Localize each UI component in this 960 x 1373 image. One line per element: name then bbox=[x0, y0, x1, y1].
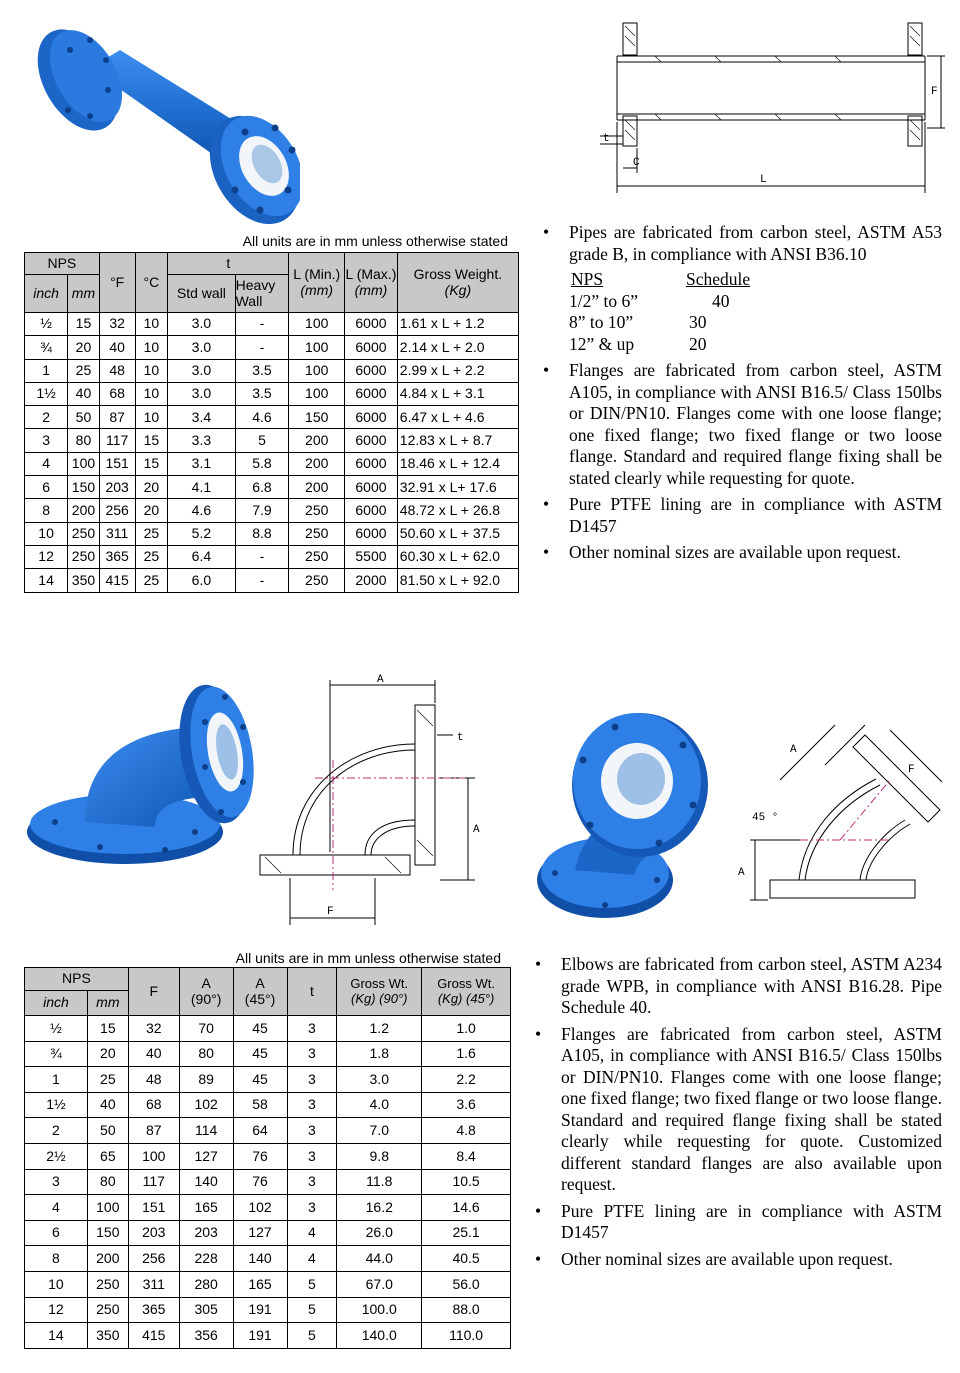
table-cell: 100 bbox=[289, 313, 345, 336]
pipe-label-t: t bbox=[603, 133, 610, 145]
table-cell: 165 bbox=[233, 1271, 287, 1297]
table-cell: 311 bbox=[99, 522, 135, 545]
table-cell: 12 bbox=[25, 545, 68, 568]
elbow-header-nps: NPS bbox=[25, 968, 129, 991]
pipe-bullet-material: • Pipes are fabricated from carbon steel, ASTM A53 grade B, in compliance with ANSI B36.10 NPS Schedule 1/2” to 6” 40 8” to 10” 30 12” & up 20 bbox=[541, 222, 942, 355]
table-cell: 7.9 bbox=[235, 499, 289, 522]
table-cell: 8 bbox=[25, 499, 68, 522]
table-row bbox=[25, 359, 519, 382]
table-cell: 100 bbox=[68, 452, 100, 475]
table-cell: 32 bbox=[99, 313, 135, 336]
table-cell: 40 bbox=[68, 382, 100, 405]
table-cell: 6.8 bbox=[235, 476, 289, 499]
table-cell: 16.2 bbox=[337, 1195, 422, 1221]
pipe-spec-table bbox=[24, 252, 519, 593]
table-cell: 4 bbox=[25, 452, 68, 475]
elbow90-label-t: t bbox=[457, 732, 464, 744]
table-cell: 250 bbox=[289, 545, 345, 568]
table-row bbox=[25, 476, 519, 499]
table-cell: 191 bbox=[233, 1297, 287, 1323]
table-cell: 8.4 bbox=[422, 1143, 511, 1169]
table-row bbox=[25, 406, 519, 429]
pipe-units-note: All units are in mm unless otherwise stated bbox=[242, 233, 508, 249]
table-cell: 10 bbox=[135, 406, 168, 429]
elbow90-label-a-top: A bbox=[377, 674, 384, 686]
table-cell: 3 bbox=[287, 1143, 337, 1169]
table-cell: 415 bbox=[128, 1323, 179, 1349]
table-cell: 20 bbox=[68, 336, 100, 359]
table-cell: 3.0 bbox=[168, 336, 235, 359]
table-cell: - bbox=[235, 313, 289, 336]
header-l-min: L (Min.) (mm) bbox=[289, 253, 345, 313]
schedule-table: NPS Schedule 1/2” to 6” 40 8” to 10” 30 12” & up 20 bbox=[569, 269, 751, 354]
header-gross-weight: Gross Weight. (Kg) bbox=[397, 253, 518, 313]
table-cell: 365 bbox=[99, 545, 135, 568]
table-cell: 203 bbox=[179, 1220, 233, 1246]
table-cell: 127 bbox=[179, 1143, 233, 1169]
table-cell: 40.5 bbox=[422, 1246, 511, 1272]
table-cell: ¾ bbox=[25, 1041, 88, 1067]
table-cell: 350 bbox=[87, 1323, 128, 1349]
elbow-45-drawing bbox=[730, 720, 945, 910]
table-cell: 65 bbox=[87, 1143, 128, 1169]
table-cell: 311 bbox=[128, 1271, 179, 1297]
table-cell: 5 bbox=[235, 429, 289, 452]
table-cell: 100 bbox=[289, 336, 345, 359]
table-row bbox=[25, 522, 519, 545]
elbow-units-note: All units are in mm unless otherwise stated bbox=[235, 950, 501, 966]
lined-pipe-illustration bbox=[30, 20, 300, 230]
table-cell: 44.0 bbox=[337, 1246, 422, 1272]
table-cell: 200 bbox=[289, 429, 345, 452]
table-cell: 250 bbox=[289, 569, 345, 592]
elbow90-label-f: F bbox=[327, 906, 334, 918]
elbow-header-gw45: Gross Wt. (Kg) (45°) bbox=[422, 968, 511, 1016]
table-cell: 45 bbox=[233, 1041, 287, 1067]
table-cell: 10 bbox=[25, 522, 68, 545]
table-cell: 2 bbox=[25, 406, 68, 429]
elbow-bullet-flanges: • Flanges are fabricated from carbon steel, ASTM A105, in compliance with ANSI B16.5/ Class 150lbs or DIN/PN10. Flanges come with one loose flange; one fixed flange; two fixed flange or two loose flange. Standard and required flange fixing shall be stated clearly while requesting for quote. Customized different standard flanges are also available upon request. bbox=[533, 1024, 942, 1196]
table-cell: 6000 bbox=[345, 452, 398, 475]
table-cell: 250 bbox=[87, 1271, 128, 1297]
table-cell: 10 bbox=[135, 359, 168, 382]
table-cell: 365 bbox=[128, 1297, 179, 1323]
header-f: °F bbox=[99, 253, 135, 313]
table-row bbox=[25, 382, 519, 405]
table-cell: 80 bbox=[68, 429, 100, 452]
table-cell: 48 bbox=[128, 1067, 179, 1093]
table-cell: 25 bbox=[68, 359, 100, 382]
table-cell: 1.61 x L + 1.2 bbox=[397, 313, 518, 336]
pipe-label-c: C bbox=[633, 157, 640, 169]
table-cell: 250 bbox=[68, 522, 100, 545]
elbow-header-a45: A (45°) bbox=[233, 968, 287, 1016]
table-cell: 200 bbox=[68, 499, 100, 522]
table-cell: 3 bbox=[25, 429, 68, 452]
table-cell: 15 bbox=[87, 1016, 128, 1042]
table-cell: 250 bbox=[87, 1297, 128, 1323]
table-row bbox=[25, 1016, 511, 1042]
pipe-notes bbox=[541, 222, 942, 569]
table-cell: 3.0 bbox=[337, 1067, 422, 1093]
table-cell: 110.0 bbox=[422, 1323, 511, 1349]
table-cell: - bbox=[235, 336, 289, 359]
table-cell: 114 bbox=[179, 1118, 233, 1144]
table-cell: 203 bbox=[99, 476, 135, 499]
table-row bbox=[25, 1271, 511, 1297]
table-cell: 6.47 x L + 4.6 bbox=[397, 406, 518, 429]
elbow-spec-table bbox=[24, 967, 511, 1349]
pipe-bullet-sizes: • Other nominal sizes are available upon request. bbox=[541, 542, 942, 564]
table-cell: 14 bbox=[25, 1323, 88, 1349]
table-cell: 2.14 x L + 2.0 bbox=[397, 336, 518, 359]
table-cell: 80 bbox=[179, 1041, 233, 1067]
table-cell: 26.0 bbox=[337, 1220, 422, 1246]
table-row bbox=[25, 1092, 511, 1118]
table-cell: 3.6 bbox=[422, 1092, 511, 1118]
table-cell: 3 bbox=[287, 1016, 337, 1042]
table-cell: 350 bbox=[68, 569, 100, 592]
table-cell: 45 bbox=[233, 1067, 287, 1093]
table-cell: 3.4 bbox=[168, 406, 235, 429]
table-cell: 88.0 bbox=[422, 1297, 511, 1323]
table-cell: 11.8 bbox=[337, 1169, 422, 1195]
elbow-header-a90: A (90°) bbox=[179, 968, 233, 1016]
table-cell: 200 bbox=[289, 476, 345, 499]
table-cell: 250 bbox=[289, 522, 345, 545]
table-cell: 127 bbox=[233, 1220, 287, 1246]
table-cell: 20 bbox=[87, 1041, 128, 1067]
table-cell: 3 bbox=[287, 1092, 337, 1118]
table-cell: 48.72 x L + 26.8 bbox=[397, 499, 518, 522]
elbow-bullet-material: • Elbows are fabricated from carbon steel, ASTM A234 grade WPB, in compliance with ANSI B16.28. Pipe Schedule 40. bbox=[533, 954, 942, 1019]
table-cell: 25 bbox=[135, 522, 168, 545]
table-cell: 10 bbox=[135, 382, 168, 405]
table-cell: 87 bbox=[128, 1118, 179, 1144]
pipe-label-l: L bbox=[760, 174, 767, 186]
table-cell: 150 bbox=[87, 1220, 128, 1246]
table-cell: 4.84 x L + 3.1 bbox=[397, 382, 518, 405]
table-cell: 5500 bbox=[345, 545, 398, 568]
elbow-45-illustration bbox=[535, 705, 715, 920]
table-cell: 7.0 bbox=[337, 1118, 422, 1144]
table-cell: 4.6 bbox=[168, 499, 235, 522]
table-cell: 50.60 x L + 37.5 bbox=[397, 522, 518, 545]
header-c: °C bbox=[135, 253, 168, 313]
table-cell: 1.2 bbox=[337, 1016, 422, 1042]
table-cell: 100 bbox=[289, 382, 345, 405]
header-mm: mm bbox=[68, 275, 100, 313]
table-cell: 200 bbox=[87, 1246, 128, 1272]
table-cell: 280 bbox=[179, 1271, 233, 1297]
table-cell: 228 bbox=[179, 1246, 233, 1272]
table-cell: 60.30 x L + 62.0 bbox=[397, 545, 518, 568]
table-cell: 100 bbox=[87, 1195, 128, 1221]
table-cell: 81.50 x L + 92.0 bbox=[397, 569, 518, 592]
table-cell: 3.0 bbox=[168, 359, 235, 382]
table-cell: 6000 bbox=[345, 336, 398, 359]
table-cell: 4 bbox=[287, 1220, 337, 1246]
table-row bbox=[25, 1323, 511, 1349]
table-row bbox=[25, 499, 519, 522]
table-cell: 100 bbox=[128, 1143, 179, 1169]
table-row bbox=[25, 336, 519, 359]
table-cell: 6000 bbox=[345, 382, 398, 405]
table-cell: 68 bbox=[99, 382, 135, 405]
table-cell: 58 bbox=[233, 1092, 287, 1118]
table-row bbox=[25, 1246, 511, 1272]
table-cell: 6000 bbox=[345, 313, 398, 336]
table-cell: ¾ bbox=[25, 336, 68, 359]
table-cell: ½ bbox=[25, 313, 68, 336]
table-row bbox=[25, 1118, 511, 1144]
table-row bbox=[25, 1041, 511, 1067]
pipe-bullet-lining: • Pure PTFE lining are in compliance with ASTM D1457 bbox=[541, 494, 942, 537]
table-cell: 165 bbox=[179, 1195, 233, 1221]
table-cell: 3 bbox=[287, 1169, 337, 1195]
table-cell: 117 bbox=[99, 429, 135, 452]
elbow90-label-a-side: A bbox=[473, 824, 480, 836]
table-cell: 6000 bbox=[345, 406, 398, 429]
table-row bbox=[25, 1169, 511, 1195]
elbow45-label-angle: 45 ° bbox=[752, 812, 779, 824]
table-cell: 6000 bbox=[345, 499, 398, 522]
table-cell: 12.83 x L + 8.7 bbox=[397, 429, 518, 452]
table-cell: 50 bbox=[87, 1118, 128, 1144]
table-cell: 102 bbox=[233, 1195, 287, 1221]
table-cell: 2.2 bbox=[422, 1067, 511, 1093]
table-cell: - bbox=[235, 545, 289, 568]
table-cell: 76 bbox=[233, 1143, 287, 1169]
table-cell: 68 bbox=[128, 1092, 179, 1118]
table-cell: 14 bbox=[25, 569, 68, 592]
table-cell: 20 bbox=[135, 476, 168, 499]
table-cell: 12 bbox=[25, 1297, 88, 1323]
table-cell: 48 bbox=[99, 359, 135, 382]
table-cell: 70 bbox=[179, 1016, 233, 1042]
table-cell: 250 bbox=[68, 545, 100, 568]
table-cell: 45 bbox=[233, 1016, 287, 1042]
table-cell: 6000 bbox=[345, 429, 398, 452]
table-cell: 8.8 bbox=[235, 522, 289, 545]
table-cell: 2000 bbox=[345, 569, 398, 592]
header-t: t bbox=[168, 253, 289, 275]
table-cell: 25 bbox=[135, 569, 168, 592]
table-row bbox=[25, 452, 519, 475]
table-cell: 3 bbox=[287, 1041, 337, 1067]
table-cell: 6 bbox=[25, 1220, 88, 1246]
header-heavy-wall: Heavy Wall bbox=[235, 275, 289, 313]
table-cell: 15 bbox=[135, 429, 168, 452]
table-cell: 3.0 bbox=[168, 313, 235, 336]
table-row bbox=[25, 1297, 511, 1323]
table-cell: 25 bbox=[135, 545, 168, 568]
table-cell: 150 bbox=[68, 476, 100, 499]
table-cell: 203 bbox=[128, 1220, 179, 1246]
table-cell: 32.91 x L+ 17.6 bbox=[397, 476, 518, 499]
table-cell: 356 bbox=[179, 1323, 233, 1349]
table-cell: 5.8 bbox=[235, 452, 289, 475]
elbow-bullet-sizes: • Other nominal sizes are available upon request. bbox=[533, 1249, 942, 1271]
table-cell: 15 bbox=[135, 452, 168, 475]
table-cell: 3.0 bbox=[168, 382, 235, 405]
table-cell: 20 bbox=[135, 499, 168, 522]
table-cell: 67.0 bbox=[337, 1271, 422, 1297]
table-cell: 415 bbox=[99, 569, 135, 592]
pipe-bullet-flanges: • Flanges are fabricated from carbon steel, ASTM A105, in compliance with ANSI B16.5/ Class 150lbs or DIN/PN10. Flanges come with one loose flange; one fixed flange; two fixed flange or two loose flange. Standard and required flange fixing shall be stated clearly while requesting for quote. bbox=[541, 360, 942, 489]
table-row bbox=[25, 569, 519, 592]
table-cell: 191 bbox=[233, 1323, 287, 1349]
table-cell: 6000 bbox=[345, 476, 398, 499]
table-cell: 89 bbox=[179, 1067, 233, 1093]
table-cell: 3.5 bbox=[235, 382, 289, 405]
table-cell: 250 bbox=[289, 499, 345, 522]
table-row bbox=[25, 1067, 511, 1093]
table-cell: 40 bbox=[87, 1092, 128, 1118]
table-cell: 150 bbox=[289, 406, 345, 429]
elbow-header-gw90: Gross Wt. (Kg) (90°) bbox=[337, 968, 422, 1016]
header-inch: inch bbox=[25, 275, 68, 313]
table-cell: 100.0 bbox=[337, 1297, 422, 1323]
table-cell: 4.0 bbox=[337, 1092, 422, 1118]
table-cell: 18.46 x L + 12.4 bbox=[397, 452, 518, 475]
table-cell: 14.6 bbox=[422, 1195, 511, 1221]
table-row bbox=[25, 1143, 511, 1169]
table-row bbox=[25, 1220, 511, 1246]
table-cell: 117 bbox=[128, 1169, 179, 1195]
elbow-notes bbox=[533, 954, 942, 1275]
table-cell: 151 bbox=[99, 452, 135, 475]
table-cell: 2.99 x L + 2.2 bbox=[397, 359, 518, 382]
table-cell: 1.6 bbox=[422, 1041, 511, 1067]
table-row bbox=[25, 545, 519, 568]
table-cell: 6.4 bbox=[168, 545, 235, 568]
table-cell: 3.1 bbox=[168, 452, 235, 475]
table-cell: 6000 bbox=[345, 359, 398, 382]
table-cell: 1 bbox=[25, 1067, 88, 1093]
table-cell: 3 bbox=[25, 1169, 88, 1195]
table-cell: 5.2 bbox=[168, 522, 235, 545]
elbow-bullet-lining: • Pure PTFE lining are in compliance with ASTM D1457 bbox=[533, 1201, 942, 1244]
table-cell: 5 bbox=[287, 1297, 337, 1323]
table-cell: 15 bbox=[68, 313, 100, 336]
table-cell: 8 bbox=[25, 1246, 88, 1272]
table-cell: 10 bbox=[135, 313, 168, 336]
table-cell: 5 bbox=[287, 1323, 337, 1349]
elbow45-label-a-side: A bbox=[738, 867, 745, 879]
schedule-header-schedule: Schedule bbox=[686, 269, 751, 289]
table-cell: 10 bbox=[135, 336, 168, 359]
table-cell: 3 bbox=[287, 1067, 337, 1093]
table-cell: 200 bbox=[289, 452, 345, 475]
pipe-label-f: F bbox=[931, 86, 938, 98]
pipe-section-drawing bbox=[595, 18, 945, 193]
table-cell: 3 bbox=[287, 1118, 337, 1144]
table-cell: 10.5 bbox=[422, 1169, 511, 1195]
header-nps: NPS bbox=[25, 253, 100, 275]
elbow-90-drawing bbox=[255, 670, 485, 930]
table-cell: ½ bbox=[25, 1016, 88, 1042]
table-cell: 32 bbox=[128, 1016, 179, 1042]
table-cell: 5 bbox=[287, 1271, 337, 1297]
table-cell: 100 bbox=[289, 359, 345, 382]
table-cell: 140.0 bbox=[337, 1323, 422, 1349]
elbow-header-mm: mm bbox=[87, 991, 128, 1016]
table-cell: 25 bbox=[87, 1067, 128, 1093]
table-cell: 4.1 bbox=[168, 476, 235, 499]
table-cell: 102 bbox=[179, 1092, 233, 1118]
table-cell: 1½ bbox=[25, 382, 68, 405]
table-cell: 56.0 bbox=[422, 1271, 511, 1297]
table-cell: 87 bbox=[99, 406, 135, 429]
table-cell: 3.3 bbox=[168, 429, 235, 452]
table-cell: 2 bbox=[25, 1118, 88, 1144]
table-cell: 4 bbox=[287, 1246, 337, 1272]
elbow45-label-a-top: A bbox=[790, 744, 797, 756]
table-cell: 4.8 bbox=[422, 1118, 511, 1144]
table-cell: 50 bbox=[68, 406, 100, 429]
table-cell: 2½ bbox=[25, 1143, 88, 1169]
table-cell: 305 bbox=[179, 1297, 233, 1323]
table-cell: 9.8 bbox=[337, 1143, 422, 1169]
table-cell: - bbox=[235, 569, 289, 592]
table-cell: 1 bbox=[25, 359, 68, 382]
table-cell: 10 bbox=[25, 1271, 88, 1297]
table-cell: 256 bbox=[99, 499, 135, 522]
table-cell: 4 bbox=[25, 1195, 88, 1221]
table-row bbox=[25, 1195, 511, 1221]
table-cell: 6 bbox=[25, 476, 68, 499]
header-l-max: L (Max.) (mm) bbox=[345, 253, 398, 313]
header-std-wall: Std wall bbox=[168, 275, 235, 313]
table-cell: 25.1 bbox=[422, 1220, 511, 1246]
table-cell: 1½ bbox=[25, 1092, 88, 1118]
table-cell: 6.0 bbox=[168, 569, 235, 592]
schedule-header-nps: NPS bbox=[571, 269, 604, 289]
table-cell: 3 bbox=[287, 1195, 337, 1221]
table-cell: 76 bbox=[233, 1169, 287, 1195]
table-row bbox=[25, 313, 519, 336]
table-cell: 40 bbox=[128, 1041, 179, 1067]
elbow-header-f: F bbox=[128, 968, 179, 1016]
table-cell: 1.0 bbox=[422, 1016, 511, 1042]
table-cell: 256 bbox=[128, 1246, 179, 1272]
table-cell: 140 bbox=[233, 1246, 287, 1272]
elbow45-label-f: F bbox=[908, 764, 915, 776]
elbow-90-illustration bbox=[25, 672, 265, 872]
table-cell: 4.6 bbox=[235, 406, 289, 429]
elbow-header-inch: inch bbox=[25, 991, 88, 1016]
table-cell: 6000 bbox=[345, 522, 398, 545]
table-cell: 151 bbox=[128, 1195, 179, 1221]
table-cell: 140 bbox=[179, 1169, 233, 1195]
table-cell: 1.8 bbox=[337, 1041, 422, 1067]
table-cell: 3.5 bbox=[235, 359, 289, 382]
table-cell: 80 bbox=[87, 1169, 128, 1195]
elbow-header-t: t bbox=[287, 968, 337, 1016]
table-row bbox=[25, 429, 519, 452]
table-cell: 40 bbox=[99, 336, 135, 359]
table-cell: 64 bbox=[233, 1118, 287, 1144]
